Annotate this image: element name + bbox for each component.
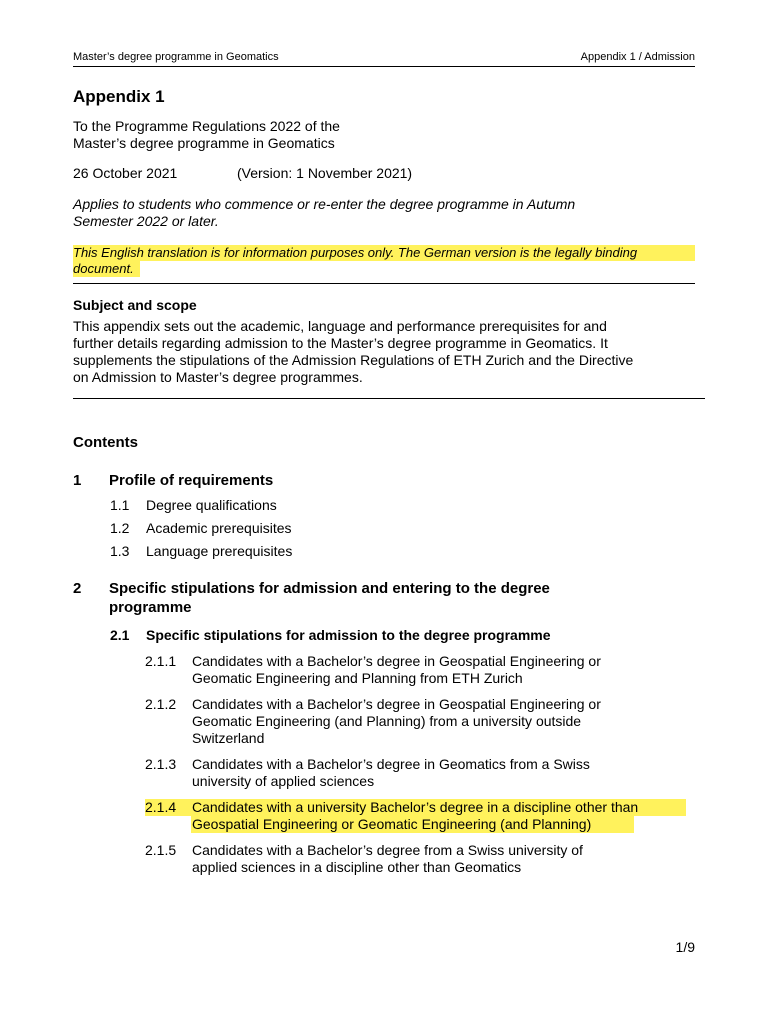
translation-note-line-1: This English translation is for information purposes only. The German version is the legally binding <box>73 245 638 260</box>
toc-item-number: 2.1.3 <box>145 756 177 772</box>
toc-item-number: 2.1.2 <box>145 696 177 712</box>
toc-item-label: Geomatic Engineering and Planning from ETH Zurich <box>192 670 523 686</box>
header-programme-name: Master’s degree programme in Geomatics <box>73 51 279 63</box>
page-number: 1/9 <box>675 939 695 955</box>
scope-title: Subject and scope <box>73 297 197 313</box>
toc-item-label: Geospatial Engineering or Geomatic Engineering (and Planning) <box>192 816 592 832</box>
toc-item-number: 1.2 <box>110 520 130 536</box>
toc-item-number: 1.3 <box>110 543 130 559</box>
applies-line-1: Applies to students who commence or re-enter the degree programme in Autumn <box>73 196 576 212</box>
toc-item-number: 2.1 <box>110 627 130 643</box>
toc-item-number: 2.1.5 <box>145 842 177 858</box>
toc-item-2-1-3[interactable] <box>73 756 695 790</box>
toc-section-2[interactable] <box>73 579 695 619</box>
toc-item-number: 2.1.4 <box>145 799 177 815</box>
toc-item-label: Candidates with a university Bachelor’s degree in a discipline other than <box>192 799 639 815</box>
toc-section-1-label: Profile of requirements <box>109 472 274 489</box>
toc-item-label: Specific stipulations for admission to the degree programme <box>146 627 551 643</box>
scope-line-3: supplements the stipulations of the Admission Regulations of ETH Zurich and the Directive <box>73 352 634 368</box>
header-rule <box>73 66 695 67</box>
toc-section-2-label-line-1: Specific stipulations for admission and entering to the degree <box>109 580 550 597</box>
toc-item-label: Candidates with a Bachelor’s degree in Geospatial Engineering or <box>192 653 601 669</box>
subtitle-line-1: To the Programme Regulations 2022 of the <box>73 118 340 134</box>
toc-item-label: applied sciences in a discipline other than Geomatics <box>192 859 522 875</box>
scope-line-1: This appendix sets out the academic, language and performance prerequisites for and <box>73 318 607 334</box>
toc-item-label: Candidates with a Bachelor’s degree in Geospatial Engineering or <box>192 696 601 712</box>
toc-item-label: Switzerland <box>192 730 265 746</box>
contents-title: Contents <box>73 434 138 451</box>
toc-item-label: Degree qualifications <box>146 497 277 513</box>
toc-item-2-1-2[interactable] <box>73 696 695 747</box>
toc-item-label: Candidates with a Bachelor’s degree from a Swiss university of <box>192 842 583 858</box>
date: 26 October 2021 <box>73 165 178 181</box>
applies-line-2: Semester 2022 or later. <box>73 213 219 229</box>
toc-item-label: Candidates with a Bachelor’s degree in Geomatics from a Swiss <box>192 756 590 772</box>
header-appendix-label: Appendix 1 / Admission <box>580 51 695 63</box>
toc-item-label: Geomatic Engineering (and Planning) from a university outside <box>192 713 582 729</box>
toc-section-2-number: 2 <box>73 580 82 597</box>
toc-item-2-1-1[interactable] <box>73 653 695 687</box>
page-title: Appendix 1 <box>73 87 165 106</box>
toc-item-number: 2.1.1 <box>145 653 177 669</box>
subtitle-line-2: Master’s degree programme in Geomatics <box>73 135 335 151</box>
scope-line-2: further details regarding admission to the Master’s degree programme in Geomatics. It <box>73 335 608 351</box>
toc-item-label: Language prerequisites <box>146 543 293 559</box>
toc-section-1-number: 1 <box>73 472 82 489</box>
toc-item-label: university of applied sciences <box>192 773 375 789</box>
scope-top-rule <box>73 283 695 284</box>
scope-line-4: on Admission to Master’s degree programmes. <box>73 369 363 385</box>
toc-item-2-1-5[interactable] <box>73 842 695 876</box>
toc-item-label: Academic prerequisites <box>146 520 292 536</box>
toc-item-number: 1.1 <box>110 497 130 513</box>
toc-section-2-label-line-2: programme <box>109 599 192 616</box>
toc-item-2-1-4[interactable] <box>73 799 695 833</box>
scope-bottom-rule <box>73 398 705 399</box>
translation-note-line-2: document. <box>73 261 134 276</box>
version: (Version: 1 November 2021) <box>237 165 413 181</box>
